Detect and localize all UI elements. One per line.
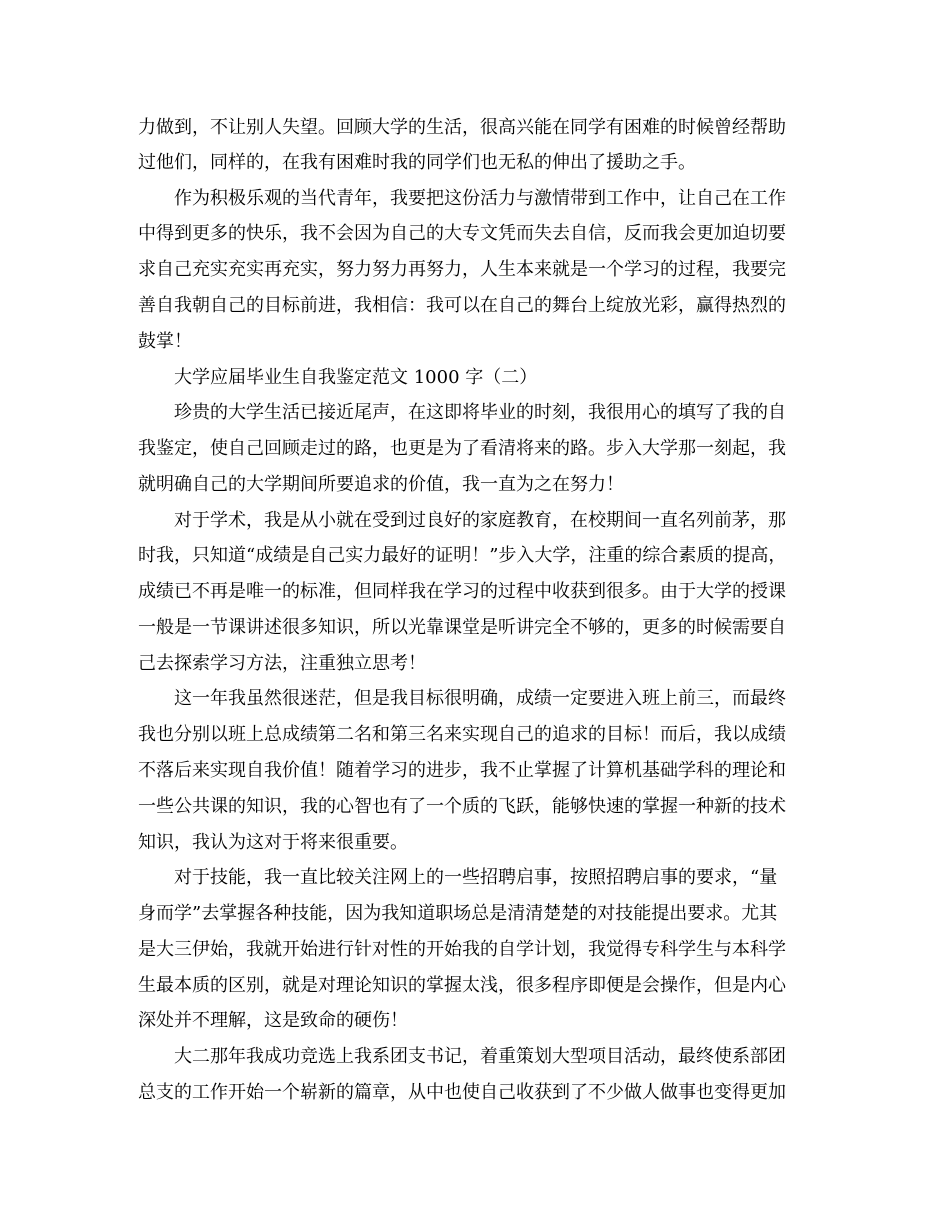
text-line: 深处并不理解，这是致命的硬伤！ [138, 1010, 408, 1031]
text-line: 中得到更多的快乐，我不会因为自己的大专文凭而失去自信，反而我会更加迫切要 [138, 223, 786, 244]
paragraph-first-line: 大二那年我成功竞选上我系团支书记，着重策划大型项目活动，最终使系部团 [174, 1046, 786, 1067]
text-line: 力做到，不让别人失望。回顾大学的生活，很高兴能在同学有困难的时候曾经帮助 [138, 117, 786, 138]
section-heading: 大学应届毕业生自我鉴定范文 1000 字（二） [174, 367, 538, 388]
text-line: 一些公共课的知识，我的心智也有了一个质的飞跃，能够快速的掌握一种新的技术 [138, 796, 786, 817]
text-line: 身而学”去掌握各种技能，因为我知道职场总是清清楚楚的对技能提出要求。尤其 [138, 903, 778, 924]
text-line: 求自己充实充实再充实，努力努力再努力，人生本来就是一个学习的过程，我要完 [138, 259, 786, 280]
text-line: 一般是一节课讲述很多知识，所以光靠课堂是听讲完全不够的，更多的时候需要自 [138, 617, 786, 638]
text-line: 过他们，同样的，在我有困难时我的同学们也无私的伸出了援助之手。 [138, 152, 696, 173]
text-line: 生最本质的区别，就是对理论知识的掌握太浅，很多程序即便是会操作，但是内心 [138, 975, 786, 996]
text-line: 就明确自己的大学期间所要追求的价值，我一直为之在努力！ [138, 474, 624, 495]
text-line: 我也分别以班上总成绩第二名和第三名来实现自己的追求的目标！而后，我以成绩 [138, 724, 786, 745]
text-line: 己去探索学习方法，注重独立思考！ [138, 653, 426, 674]
paragraph-first-line: 作为积极乐观的当代青年，我要把这份活力与激情带到工作中，让自己在工作 [174, 188, 786, 209]
text-line: 时我，只知道“成绩是自己实力最好的证明！”步入大学，注重的综合素质的提高， [138, 545, 787, 566]
paragraph-first-line: 珍贵的大学生活已接近尾声，在这即将毕业的时刻，我很用心的填写了我的自 [174, 402, 786, 423]
text-line: 成绩已不再是唯一的标准，但同样我在学习的过程中收获到很多。由于大学的授课 [138, 581, 786, 602]
text-line: 不落后来实现自我价值！随着学习的进步，我不止掌握了计算机基础学科的理论和 [138, 760, 786, 781]
text-line: 善自我朝自己的目标前进，我相信：我可以在自己的舞台上绽放光彩，赢得热烈的 [138, 295, 786, 316]
paragraph-first-line: 对于学术，我是从小就在受到过良好的家庭教育，在校期间一直名列前茅，那 [174, 510, 786, 531]
text-line: 总支的工作开始一个崭新的篇章，从中也使自己收获到了不少做人做事也变得更加 [138, 1082, 786, 1103]
text-line: 是大三伊始，我就开始进行针对性的开始我的自学计划，我觉得专科学生与本科学 [138, 939, 786, 960]
paragraph-first-line: 这一年我虽然很迷茫，但是我目标很明确，成绩一定要进入班上前三，而最终 [174, 688, 786, 709]
text-line: 鼓掌！ [138, 331, 192, 352]
text-line: 我鉴定，使自己回顾走过的路，也更是为了看清将来的路。步入大学那一刻起，我 [138, 438, 786, 459]
paragraph-first-line: 对于技能，我一直比较关注网上的一些招聘启事，按照招聘启事的要求，“量 [174, 867, 778, 888]
text-line: 知识，我认为这对于将来很重要。 [138, 832, 408, 853]
